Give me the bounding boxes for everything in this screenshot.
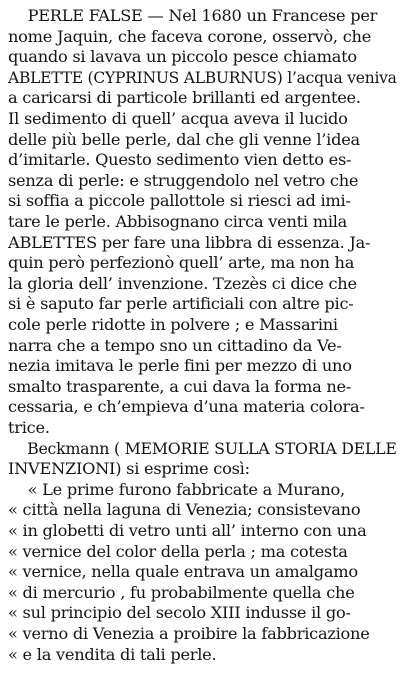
- text-line: a caricarsi di particole brillanti ed argentee.: [8, 88, 361, 108]
- text-line: cessaria, e ch’empieva d’una materia colora-: [8, 397, 365, 417]
- text-line: delle più belle perle, dal che gli venne l’idea: [8, 129, 360, 149]
- text-line: « in globetti di vetro unti all’ interno con una: [8, 521, 367, 540]
- text-line: la gloria dell’ invenzione. Tzezès ci dice che: [8, 273, 357, 293]
- text-line: PERLE FALSE — Nel 1680 un Francese per: [8, 6, 378, 25]
- text-line: « Le prime furono fabbricate a Murano,: [8, 479, 345, 499]
- text-line: trice.: [8, 418, 50, 437]
- text-line: Beckmann ( MEMORIE SULLA STORIA DELLE: [8, 438, 397, 458]
- article-page: [8, 5, 398, 673]
- text-line: si soffia a piccole pallottole si riesci ad imi-: [8, 191, 351, 211]
- text-line: quin però perfezionò quell’ arte, ma non ha: [8, 253, 355, 273]
- text-line: narra che a tempo sno un cittadino da Ve-: [8, 335, 342, 355]
- text-line: ABLETTE (CYPRINUS ALBURNUS) l’acqua veniva: [8, 67, 397, 87]
- text-line: ABLETTES per fare una libbra di essenza. Ja-: [8, 232, 371, 252]
- text-line: Il sedimento di quell’ acqua aveva il lucido: [8, 109, 348, 128]
- text-line: « sul principio del secolo XIII indusse il go-: [8, 603, 351, 623]
- text-line: « e la vendita di tali perle.: [8, 644, 217, 664]
- text-line: « vernice del color della perla ; ma cotesta: [8, 541, 348, 561]
- text-line: « città nella laguna di Venezia; consistevano: [8, 500, 361, 520]
- text-line: « di mercurio , fu probabilmente quella che: [8, 582, 355, 602]
- text-line: si è saputo far perle artificiali con altre pic-: [8, 294, 354, 314]
- text-line: nome Jaquin, che faceva corone, osservò, che: [8, 26, 372, 46]
- text-line: « verno di Venezia a proibire la fabbricazione: [8, 624, 370, 643]
- text-line: INVENZIONI) si esprime così:: [8, 459, 250, 479]
- text-line: tare le perle. Abbisognano circa venti mila: [8, 212, 348, 231]
- text-line: quando si lavava un piccolo pesce chiamato: [8, 47, 357, 67]
- text-line: smalto trasparente, a cui dava la forma ne-: [8, 376, 352, 396]
- text-line: cole perle ridotte in polvere ; e Massarini: [8, 315, 338, 334]
- text-line: nezia imitava le perle fini per mezzo di uno: [8, 356, 352, 376]
- text-line: senza di perle: e struggendolo nel vetro che: [8, 170, 359, 190]
- text-line: « vernice, nella quale entrava un amalgamo: [8, 562, 358, 582]
- text-line: d’imitarle. Questo sedimento vien detto es-: [8, 150, 352, 170]
